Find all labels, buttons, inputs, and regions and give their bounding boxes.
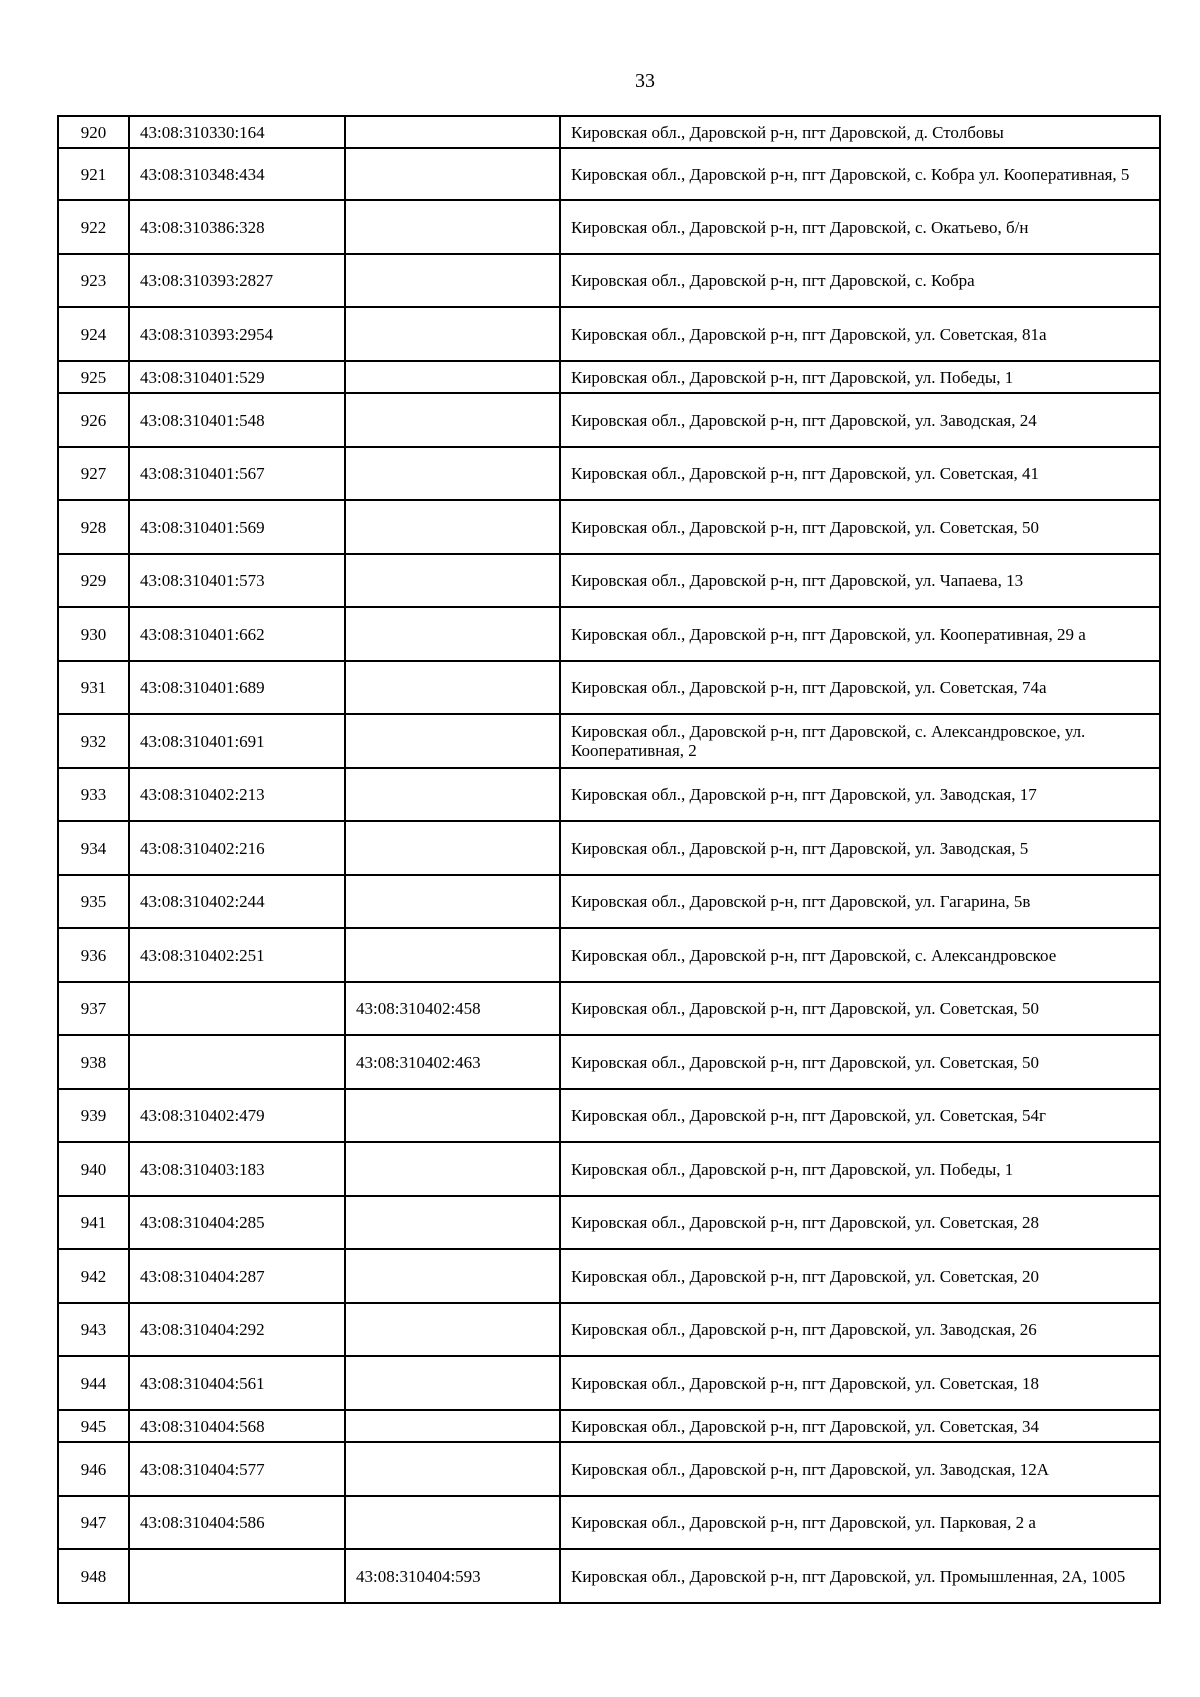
cadastral-number: 43:08:310404:568: [129, 1410, 345, 1442]
cadastral-number: 43:08:310403:183: [129, 1142, 345, 1196]
cadastral-number-secondary: [345, 361, 560, 393]
table-row: [58, 1249, 1160, 1303]
row-number: 929: [58, 554, 129, 607]
row-number: 945: [58, 1410, 129, 1442]
cadastral-number: 43:08:310401:691: [129, 714, 345, 768]
cadastral-number-secondary: [345, 1356, 560, 1410]
address: Кировская обл., Даровской р-н, пгт Даровской, ул. Советская, 54г: [560, 1089, 1160, 1142]
table-row: [58, 1356, 1160, 1410]
cadastral-number: 43:08:310401:548: [129, 393, 345, 447]
address: Кировская обл., Даровской р-н, пгт Даровской, с. Александровское: [560, 928, 1160, 982]
cadastral-number: 43:08:310402:216: [129, 821, 345, 875]
table-row: [58, 821, 1160, 875]
cadastral-number-secondary: [345, 1249, 560, 1303]
cadastral-number-secondary: [345, 1303, 560, 1356]
address: Кировская обл., Даровской р-н, пгт Даровской, ул. Советская, 28: [560, 1196, 1160, 1249]
row-number: 936: [58, 928, 129, 982]
address: Кировская обл., Даровской р-н, пгт Даровской, с. Кобра: [560, 254, 1160, 307]
address: Кировская обл., Даровской р-н, пгт Даровской, ул. Советская, 74а: [560, 661, 1160, 714]
cadastral-number: 43:08:310393:2954: [129, 307, 345, 361]
row-number: 930: [58, 607, 129, 661]
address: Кировская обл., Даровской р-н, пгт Даровской, д. Столбовы: [560, 116, 1160, 148]
table-row: [58, 1549, 1160, 1603]
cadastral-number-secondary: [345, 607, 560, 661]
table-row: [58, 1196, 1160, 1249]
cadastral-number: 43:08:310404:287: [129, 1249, 345, 1303]
cadastral-number: 43:08:310401:529: [129, 361, 345, 393]
address: Кировская обл., Даровской р-н, пгт Даровской, ул. Советская, 50: [560, 1035, 1160, 1089]
cadastral-number-secondary: [345, 393, 560, 447]
table-row: [58, 1410, 1160, 1442]
table-row: [58, 1089, 1160, 1142]
cadastral-number: 43:08:310401:573: [129, 554, 345, 607]
cadastral-number-secondary: [345, 714, 560, 768]
address: Кировская обл., Даровской р-н, пгт Даровской, с. Окатьево, б/н: [560, 200, 1160, 254]
row-number: 941: [58, 1196, 129, 1249]
page-number: 33: [635, 70, 655, 92]
row-number: 943: [58, 1303, 129, 1356]
row-number: 923: [58, 254, 129, 307]
row-number: 937: [58, 982, 129, 1035]
cadastral-number-secondary: 43:08:310402:458: [345, 982, 560, 1035]
address: Кировская обл., Даровской р-н, пгт Даровской, ул. Советская, 81а: [560, 307, 1160, 361]
cadastral-number-secondary: [345, 821, 560, 875]
address: Кировская обл., Даровской р-н, пгт Даровской, ул. Заводская, 12А: [560, 1442, 1160, 1496]
row-number: 926: [58, 393, 129, 447]
table-row: [58, 768, 1160, 821]
cadastral-number-secondary: [345, 1410, 560, 1442]
cadastral-number-secondary: [345, 148, 560, 200]
cadastral-number-secondary: [345, 254, 560, 307]
row-number: 935: [58, 875, 129, 928]
address: Кировская обл., Даровской р-н, пгт Даровской, ул. Победы, 1: [560, 361, 1160, 393]
row-number: 940: [58, 1142, 129, 1196]
table-row: [58, 307, 1160, 361]
cadastral-number-secondary: [345, 1442, 560, 1496]
row-number: 933: [58, 768, 129, 821]
table-row: [58, 928, 1160, 982]
table-row: [58, 1142, 1160, 1196]
cadastral-number: 43:08:310393:2827: [129, 254, 345, 307]
cadastral-number: 43:08:310401:569: [129, 500, 345, 554]
cadastral-number: 43:08:310404:577: [129, 1442, 345, 1496]
cadastral-number-secondary: 43:08:310402:463: [345, 1035, 560, 1089]
cadastral-number: [129, 1549, 345, 1603]
address: Кировская обл., Даровской р-н, пгт Даровской, ул. Советская, 41: [560, 447, 1160, 500]
cadastral-number-secondary: [345, 1496, 560, 1549]
address: Кировская обл., Даровской р-н, пгт Даровской, с. Кобра ул. Кооперативная, 5: [560, 148, 1160, 200]
cadastral-number-secondary: [345, 1089, 560, 1142]
row-number: 927: [58, 447, 129, 500]
row-number: 939: [58, 1089, 129, 1142]
address: Кировская обл., Даровской р-н, пгт Даровской, ул. Промышленная, 2А, 1005: [560, 1549, 1160, 1603]
cadastral-number: 43:08:310348:434: [129, 148, 345, 200]
table-row: [58, 875, 1160, 928]
row-number: 948: [58, 1549, 129, 1603]
table-row: [58, 254, 1160, 307]
table-row: [58, 554, 1160, 607]
cadastral-number-secondary: [345, 875, 560, 928]
address: Кировская обл., Даровской р-н, пгт Даровской, ул. Советская, 18: [560, 1356, 1160, 1410]
address: Кировская обл., Даровской р-н, пгт Даровской, ул. Заводская, 26: [560, 1303, 1160, 1356]
cadastral-number: 43:08:310330:164: [129, 116, 345, 148]
table-body: [58, 116, 1160, 1603]
address: Кировская обл., Даровской р-н, пгт Даровской, ул. Гагарина, 5в: [560, 875, 1160, 928]
table-row: [58, 361, 1160, 393]
row-number: 932: [58, 714, 129, 768]
cadastral-number-secondary: [345, 768, 560, 821]
cadastral-number-secondary: 43:08:310404:593: [345, 1549, 560, 1603]
row-number: 922: [58, 200, 129, 254]
address: Кировская обл., Даровской р-н, пгт Даровской, ул. Советская, 50: [560, 500, 1160, 554]
table-row: [58, 148, 1160, 200]
cadastral-number-secondary: [345, 200, 560, 254]
cadastral-number: 43:08:310404:561: [129, 1356, 345, 1410]
table-row: [58, 1303, 1160, 1356]
cadastral-number: 43:08:310386:328: [129, 200, 345, 254]
row-number: 925: [58, 361, 129, 393]
table-row: [58, 447, 1160, 500]
cadastral-number-secondary: [345, 307, 560, 361]
cadastral-number-secondary: [345, 928, 560, 982]
table-row: [58, 393, 1160, 447]
cadastral-number-secondary: [345, 554, 560, 607]
table-row: [58, 714, 1160, 768]
cadastral-number: 43:08:310402:251: [129, 928, 345, 982]
table-row: [58, 1496, 1160, 1549]
address: Кировская обл., Даровской р-н, пгт Даровской, ул. Чапаева, 13: [560, 554, 1160, 607]
address: Кировская обл., Даровской р-н, пгт Даровской, ул. Заводская, 5: [560, 821, 1160, 875]
table-row: [58, 607, 1160, 661]
row-number: 920: [58, 116, 129, 148]
cadastral-table: [57, 115, 1161, 1604]
cadastral-number: 43:08:310402:479: [129, 1089, 345, 1142]
table-row: [58, 661, 1160, 714]
table-row: [58, 500, 1160, 554]
table-row: [58, 200, 1160, 254]
row-number: 944: [58, 1356, 129, 1410]
row-number: 924: [58, 307, 129, 361]
address: Кировская обл., Даровской р-н, пгт Даровской, ул. Советская, 20: [560, 1249, 1160, 1303]
address: Кировская обл., Даровской р-н, пгт Даровской, ул. Кооперативная, 29 а: [560, 607, 1160, 661]
row-number: 942: [58, 1249, 129, 1303]
cadastral-number: 43:08:310401:689: [129, 661, 345, 714]
cadastral-number-secondary: [345, 116, 560, 148]
row-number: 928: [58, 500, 129, 554]
cadastral-number: 43:08:310402:244: [129, 875, 345, 928]
cadastral-number: 43:08:310401:567: [129, 447, 345, 500]
address: Кировская обл., Даровской р-н, пгт Даровской, ул. Советская, 34: [560, 1410, 1160, 1442]
address: Кировская обл., Даровской р-н, пгт Даровской, ул. Заводская, 24: [560, 393, 1160, 447]
cadastral-number-secondary: [345, 1196, 560, 1249]
row-number: 946: [58, 1442, 129, 1496]
address: Кировская обл., Даровской р-н, пгт Даровской, с. Александровское, ул. Кооперативная, 2: [560, 714, 1160, 768]
table-row: [58, 1442, 1160, 1496]
row-number: 938: [58, 1035, 129, 1089]
address: Кировская обл., Даровской р-н, пгт Даровской, ул. Победы, 1: [560, 1142, 1160, 1196]
cadastral-number-secondary: [345, 1142, 560, 1196]
cadastral-number: 43:08:310404:292: [129, 1303, 345, 1356]
cadastral-number: [129, 982, 345, 1035]
table-row: [58, 1035, 1160, 1089]
address: Кировская обл., Даровской р-н, пгт Даровской, ул. Заводская, 17: [560, 768, 1160, 821]
cadastral-number-secondary: [345, 447, 560, 500]
table-row: [58, 982, 1160, 1035]
cadastral-number: 43:08:310401:662: [129, 607, 345, 661]
cadastral-number: 43:08:310404:285: [129, 1196, 345, 1249]
table-row: [58, 116, 1160, 148]
row-number: 947: [58, 1496, 129, 1549]
row-number: 931: [58, 661, 129, 714]
address: Кировская обл., Даровской р-н, пгт Даровской, ул. Парковая, 2 а: [560, 1496, 1160, 1549]
cadastral-number-secondary: [345, 661, 560, 714]
cadastral-number: [129, 1035, 345, 1089]
address: Кировская обл., Даровской р-н, пгт Даровской, ул. Советская, 50: [560, 982, 1160, 1035]
row-number: 921: [58, 148, 129, 200]
cadastral-number: 43:08:310404:586: [129, 1496, 345, 1549]
cadastral-number: 43:08:310402:213: [129, 768, 345, 821]
row-number: 934: [58, 821, 129, 875]
cadastral-number-secondary: [345, 500, 560, 554]
